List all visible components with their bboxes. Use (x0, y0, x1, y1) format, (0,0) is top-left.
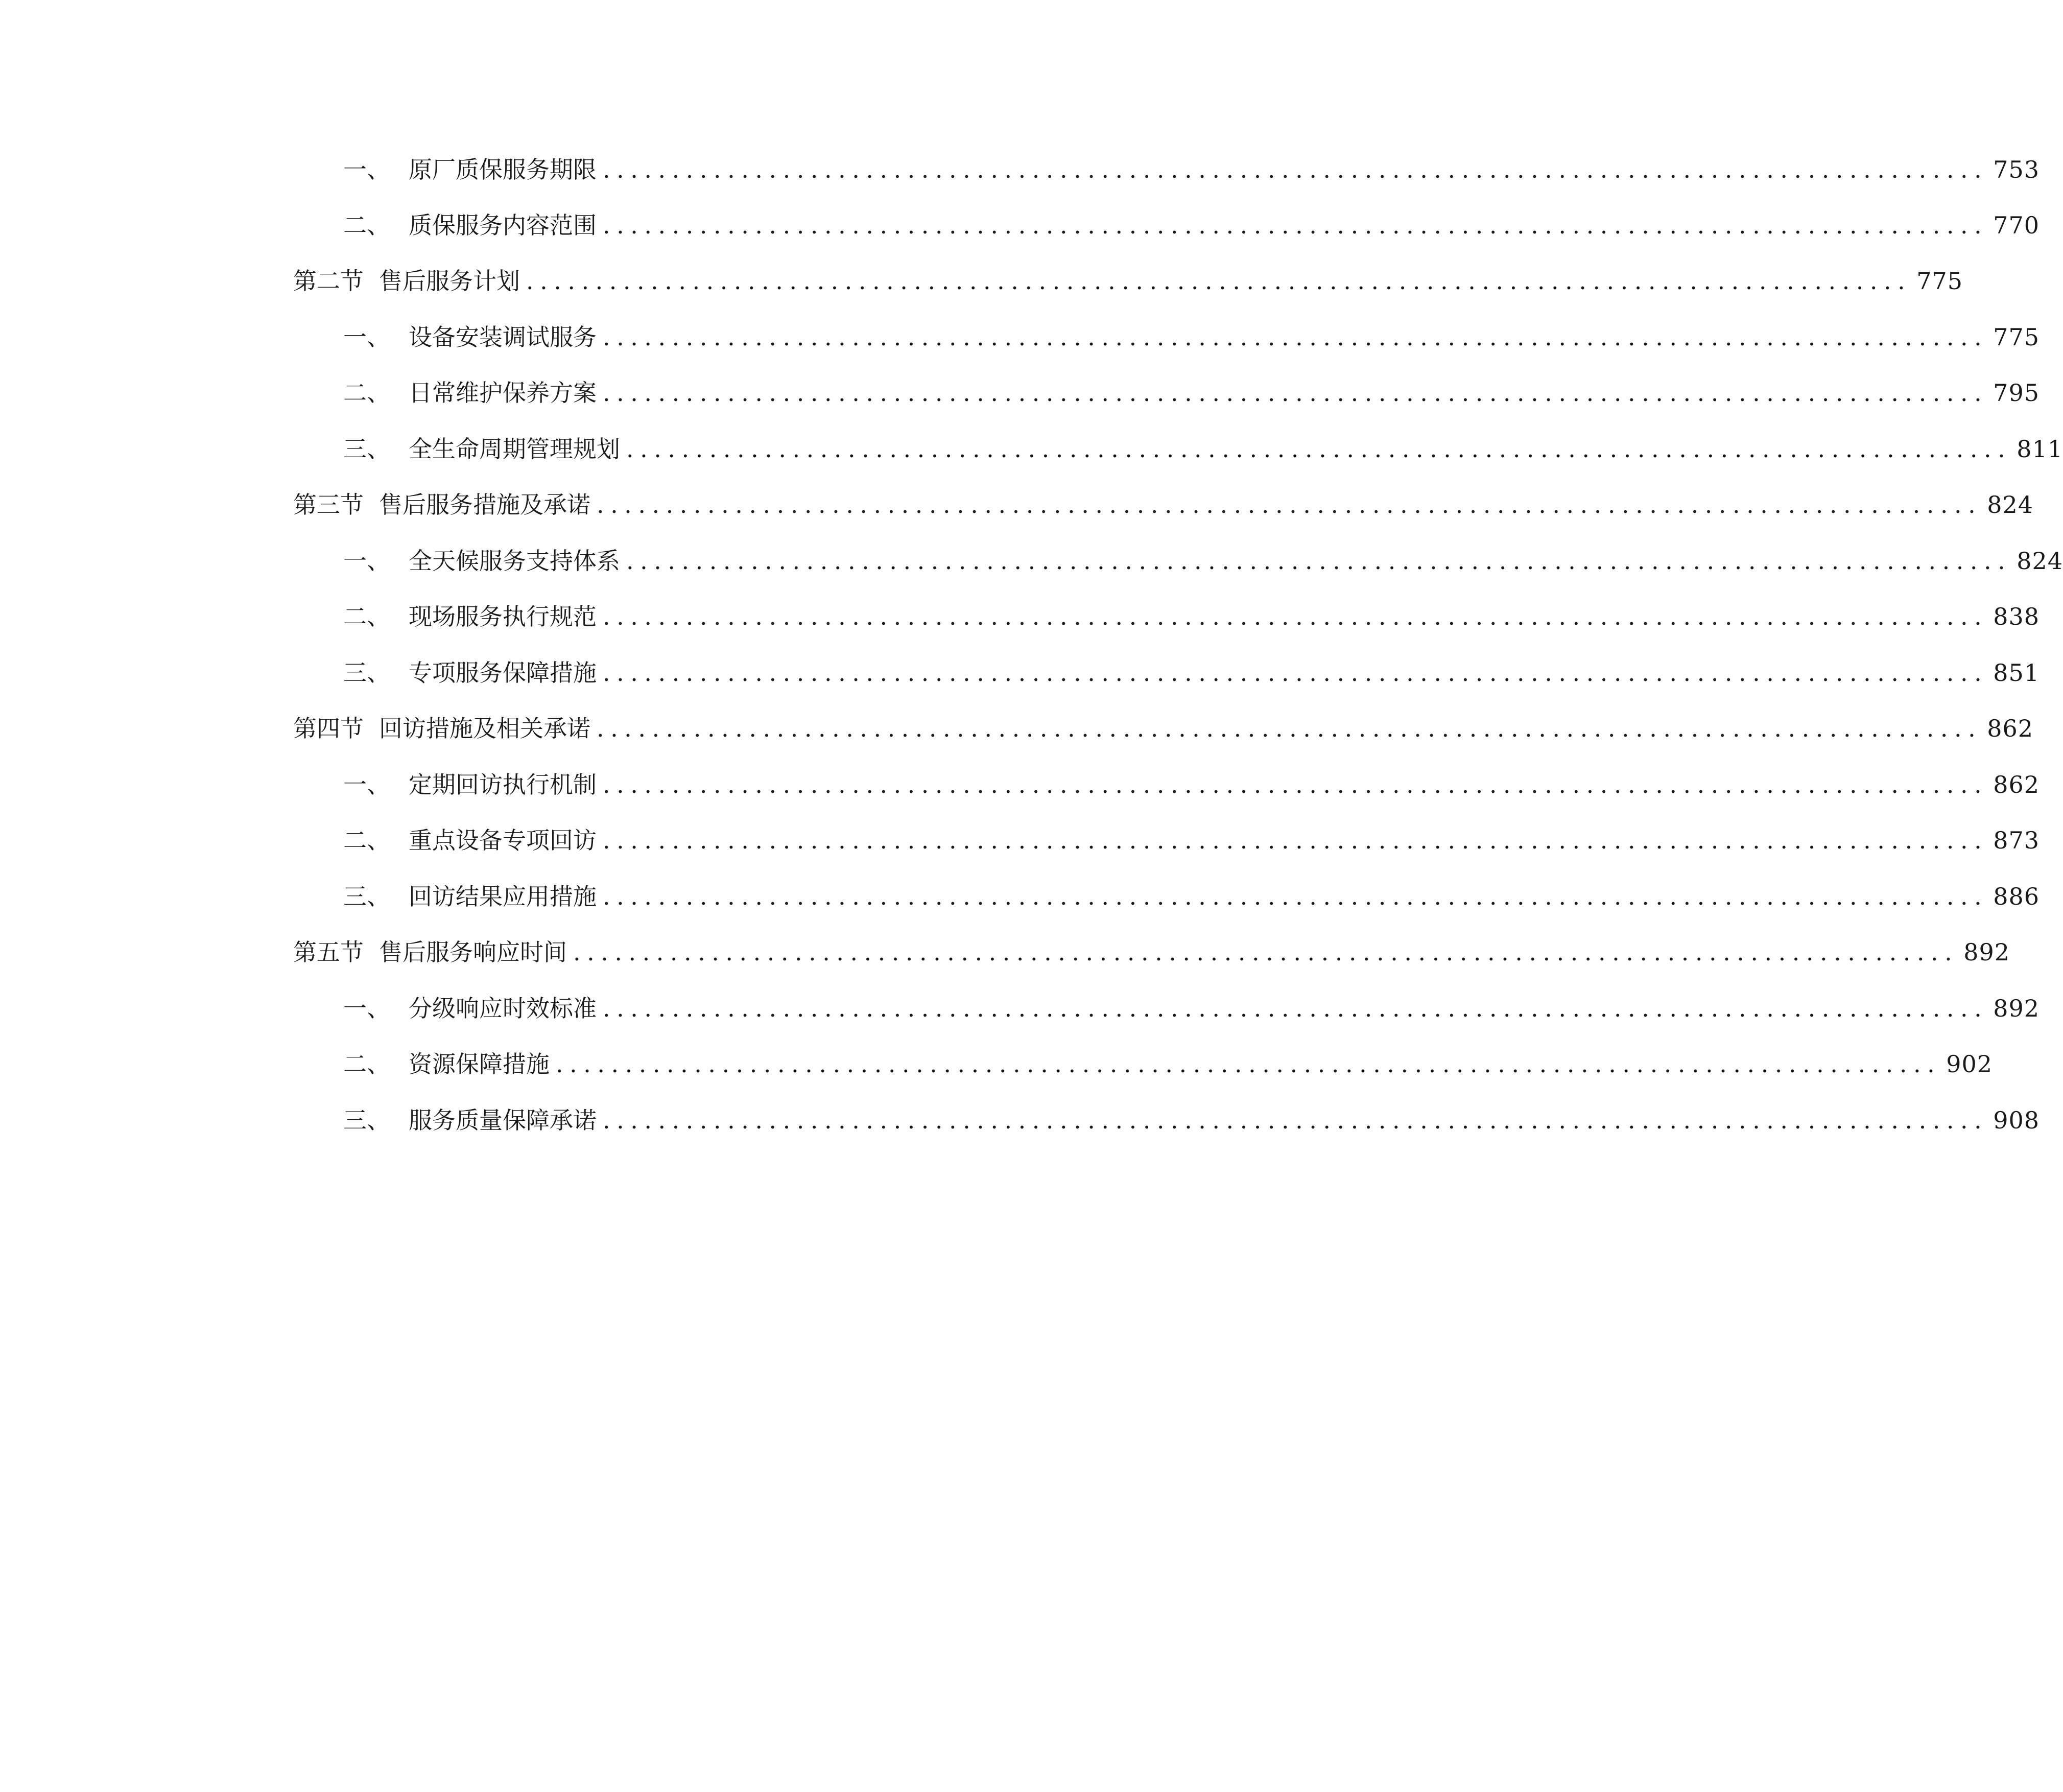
toc-entry-page: 838 (1993, 603, 2040, 630)
toc-entry-title: 质保服务内容范围 (409, 211, 597, 239)
toc-entry-page: 770 (1993, 211, 2040, 239)
toc-entry-page: 908 (1993, 1106, 2040, 1134)
toc-entry-title: 回访结果应用措施 (409, 883, 597, 910)
toc-entry-marker: 二、 (343, 827, 390, 854)
toc-entry[interactable] (293, 708, 2034, 749)
toc-leader-dots: .................................................................................................... (603, 1106, 1988, 1134)
toc-entry[interactable] (343, 652, 2040, 693)
toc-leader-dots: .................................................................................................... (603, 659, 1988, 687)
toc-entry-title: 原厂质保服务期限 (409, 156, 597, 183)
toc-entry-marker: 二、 (343, 379, 390, 407)
toc-entry[interactable] (343, 317, 2040, 358)
toc-entry-marker: 三、 (343, 883, 390, 910)
toc-entry-title: 全天候服务支持体系 (409, 547, 620, 575)
toc-entry-page: 892 (1993, 995, 2040, 1022)
toc-entry-title: 服务质量保障承诺 (409, 1106, 597, 1134)
toc-entry[interactable] (343, 540, 2063, 581)
toc-leader-dots: .................................................................................................... (597, 715, 1982, 742)
toc-entry-title: 分级响应时效标准 (409, 995, 597, 1022)
toc-entry-page: 753 (1993, 156, 2040, 183)
toc-entry-page: 873 (1993, 827, 2040, 854)
toc-entry-title: 现场服务执行规范 (409, 603, 597, 630)
toc-entry[interactable] (343, 988, 2040, 1029)
toc-entry[interactable] (343, 876, 2040, 917)
toc-leader-dots: .................................................................................................... (597, 491, 1982, 518)
toc-entry-title: 回访措施及相关承诺 (379, 715, 590, 742)
toc-entry-page: 795 (1993, 379, 2040, 407)
toc-entry-title: 售后服务措施及承诺 (379, 491, 590, 518)
toc-entry-marker: 三、 (343, 659, 390, 687)
toc-entry[interactable] (293, 932, 2010, 973)
toc-leader-dots: .................................................................................................... (626, 547, 2012, 575)
toc-entry-marker: 二、 (343, 603, 390, 630)
toc-leader-dots: .................................................................................................... (603, 603, 1988, 630)
toc-entry-title: 售后服务计划 (379, 267, 520, 295)
toc-entry[interactable] (343, 596, 2040, 637)
toc-leader-dots: .................................................................................................... (603, 883, 1988, 910)
toc-leader-dots: .................................................................................................... (603, 827, 1988, 854)
toc-entry-page: 811 (2017, 435, 2063, 463)
toc-entry-marker: 三、 (343, 1106, 390, 1134)
toc-entry-marker: 一、 (343, 995, 390, 1022)
toc-entry-marker: 第三节 (293, 491, 364, 518)
toc-entry[interactable] (343, 1044, 1993, 1084)
toc-entry-page: 862 (1987, 715, 2034, 742)
toc-entry-title: 设备安装调试服务 (409, 323, 597, 351)
toc-entry-page: 824 (2017, 547, 2063, 575)
toc-entry[interactable] (343, 429, 2063, 469)
toc-entry[interactable] (343, 820, 2040, 861)
toc-entry-title: 日常维护保养方案 (409, 379, 597, 407)
toc-entry-page: 892 (1963, 938, 2010, 966)
toc-entry-marker: 第五节 (293, 938, 364, 966)
toc-entry-page: 902 (1946, 1050, 1993, 1078)
toc-entry-marker: 一、 (343, 323, 390, 351)
toc-entry[interactable] (343, 205, 2040, 246)
toc-entry-page: 775 (1993, 323, 2040, 351)
toc-entry[interactable] (343, 149, 2040, 190)
toc-entry-marker: 三、 (343, 435, 390, 463)
toc-entry-marker: 第四节 (293, 715, 364, 742)
toc-entry-page: 886 (1993, 883, 2040, 910)
toc-entry-marker: 第二节 (293, 267, 364, 295)
toc-entry[interactable] (293, 261, 1963, 301)
toc-entry-page: 862 (1993, 771, 2040, 798)
toc-leader-dots: .................................................................................................... (603, 211, 1988, 239)
toc-leader-dots: .................................................................................................... (603, 156, 1988, 183)
toc-entry-marker: 一、 (343, 547, 390, 575)
toc-entry-marker: 一、 (343, 771, 390, 798)
toc-entry[interactable] (293, 484, 2034, 525)
toc-entry-page: 824 (1987, 491, 2034, 518)
toc-entry[interactable] (343, 764, 2040, 805)
toc-leader-dots: .................................................................................................... (526, 267, 1912, 295)
toc-entry-page: 775 (1916, 267, 1963, 295)
toc-entry-title: 专项服务保障措施 (409, 659, 597, 687)
toc-leader-dots: .................................................................................................... (603, 771, 1988, 798)
toc-entry-title: 重点设备专项回访 (409, 827, 597, 854)
toc-entry[interactable] (343, 1100, 2040, 1141)
toc-leader-dots: .................................................................................................... (556, 1050, 1941, 1078)
toc-leader-dots: .................................................................................................... (626, 435, 2012, 463)
toc-leader-dots: .................................................................................................... (603, 323, 1988, 351)
toc-leader-dots: .................................................................................................... (603, 379, 1988, 407)
toc-entry-page: 851 (1993, 659, 2040, 687)
toc-entry-title: 资源保障措施 (409, 1050, 550, 1078)
toc-leader-dots: .................................................................................................... (573, 938, 1959, 966)
toc-entry-marker: 二、 (343, 211, 390, 239)
toc-entry-marker: 一、 (343, 156, 390, 183)
toc-entry-title: 售后服务响应时间 (379, 938, 567, 966)
toc-entry-marker: 二、 (343, 1050, 390, 1078)
toc-leader-dots: .................................................................................................... (603, 995, 1988, 1022)
toc-entry[interactable] (343, 372, 2040, 413)
toc-entry-title: 全生命周期管理规划 (409, 435, 620, 463)
toc-entry-title: 定期回访执行机制 (409, 771, 597, 798)
